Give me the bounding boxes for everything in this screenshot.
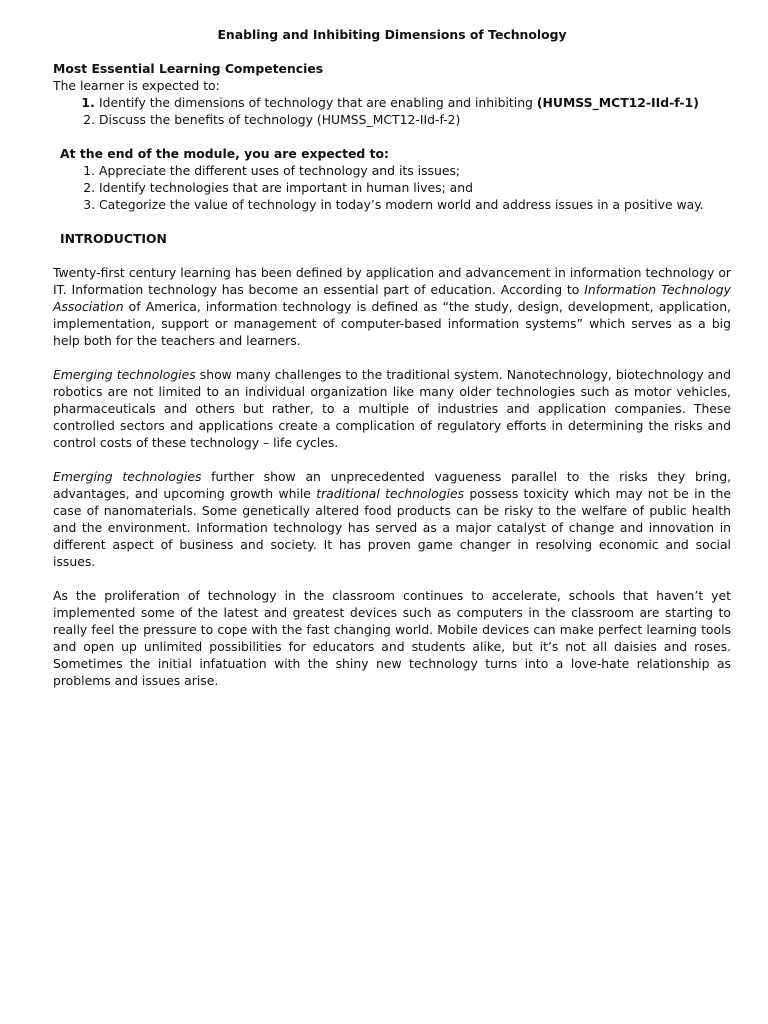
intro-paragraph-2 bbox=[53, 366, 731, 451]
list-item: 1. Appreciate the different uses of technology and its issues; bbox=[99, 162, 731, 179]
outcomes-list bbox=[53, 162, 731, 213]
paragraph-text: show many challenges to the traditional system. Nanotechnology, biotechnology and robotics are not limited to an individual organization like many older technologies such as motor vehicles, pharmaceuticals and others but rather, to a multiple of industries and application companies. These controlled sectors and applications create a complication of regulatory efforts in determining the risks and control costs of these technology – life cycles. bbox=[53, 367, 731, 450]
list-item: 3. Categorize the value of technology in today’s modern world and address issues in a positive way. bbox=[99, 196, 731, 213]
paragraph-emphasis: Emerging technologies bbox=[53, 469, 202, 484]
list-item bbox=[99, 94, 731, 111]
intro-paragraph-1 bbox=[53, 264, 731, 349]
outcomes-section bbox=[53, 145, 731, 213]
competencies-intro: The learner is expected to: bbox=[53, 78, 220, 93]
paragraph-text: possess toxicity which may not be in the case of nanomaterials. Some genetically altered food products can be risky to the welfare of public health and the environment. Information technology has served as a major catalyst of change and innovation in different aspect of business and society. It has proven game changer in resolving economic and social issues. bbox=[53, 486, 731, 569]
document-title: Enabling and Inhibiting Dimensions of Technology bbox=[217, 27, 567, 42]
introduction-heading: INTRODUCTION bbox=[60, 231, 167, 246]
paragraph-text: further show an unprecedented vagueness parallel to the risks they bring, advantages, and upcoming growth while bbox=[53, 469, 732, 501]
paragraph-text: of America, information technology is defined as “the study, design, development, application, implementation, support or management of computer-based information systems” which serves as a big help both for the teachers and learners. bbox=[53, 299, 731, 348]
competencies-list bbox=[53, 94, 731, 128]
intro-paragraph-3 bbox=[53, 468, 731, 570]
list-item bbox=[99, 111, 731, 128]
list-item: 2. Identify technologies that are important in human lives; and bbox=[99, 179, 731, 196]
competency-code: (HUMSS_MCT12-IId-f-1) bbox=[536, 95, 699, 110]
competency-text: Discuss the benefits of technology (HUMSS_MCT12-IId-f-2) bbox=[99, 112, 461, 127]
document-page bbox=[53, 26, 731, 706]
paragraph-text: Twenty-first century learning has been defined by application and advancement in information technology or IT. Information technology has become an essential part of education. According to bbox=[53, 265, 731, 297]
paragraph-emphasis: Information Technology Association bbox=[53, 282, 731, 314]
intro-paragraph-4: As the proliferation of technology in the classroom continues to accelerate, schools that haven’t yet implemented some of the latest and greatest devices such as computers in the classroom are starting to really feel the pressure to cope with the fast changing world. Mobile devices can make perfect learning tools and open up unlimited possibilities for educators and students alike, but it’s not all daisies and roses. Sometimes the initial infatuation with the shiny new technology turns into a love-hate relationship as problems and issues arise. bbox=[53, 588, 731, 688]
outcomes-heading: At the end of the module, you are expected to: bbox=[60, 146, 389, 161]
paragraph-emphasis: Emerging technologies bbox=[53, 367, 196, 382]
competencies-heading: Most Essential Learning Competencies bbox=[53, 61, 324, 76]
competencies-section bbox=[53, 60, 731, 128]
competency-text: Identify the dimensions of technology that are enabling and inhibiting bbox=[99, 95, 537, 110]
paragraph-emphasis: traditional technologies bbox=[316, 486, 465, 501]
